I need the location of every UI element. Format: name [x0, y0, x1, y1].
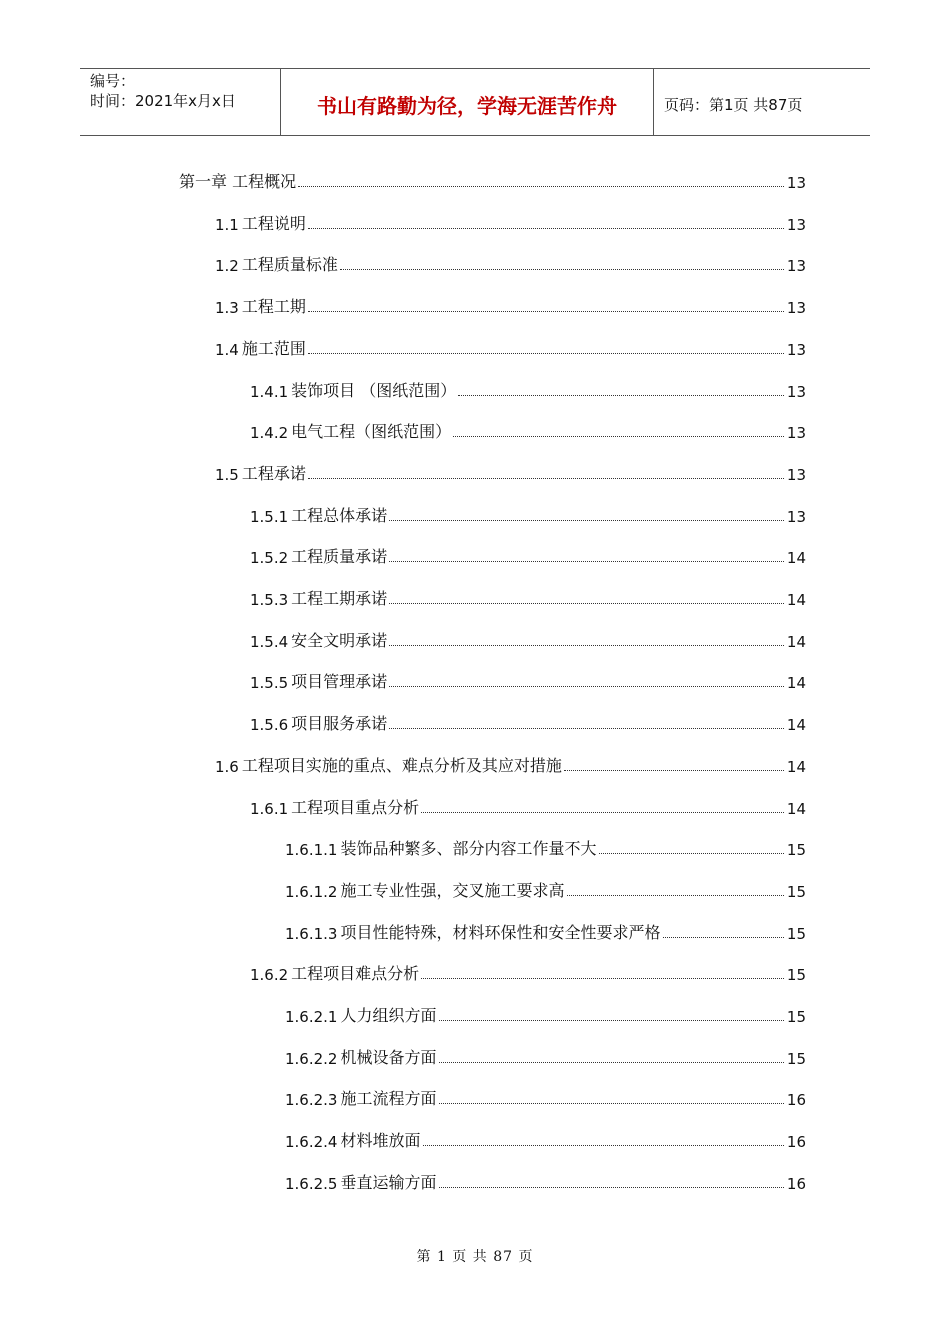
page-footer: 第 1 页 共 87 页: [416, 1249, 534, 1265]
toc-entry-page-number: 13: [786, 174, 806, 192]
toc-dot-leader: [298, 186, 784, 187]
toc-entry-page-number: 14: [786, 591, 806, 609]
toc-entry[interactable]: [285, 833, 806, 859]
toc-dot-leader: [389, 728, 784, 729]
toc-entry-title: 材料堆放面: [340, 1131, 421, 1150]
toc-entry-page-number: 14: [786, 800, 806, 818]
toc-entry-page-number: 15: [786, 1050, 806, 1068]
toc-dot-leader: [439, 1103, 784, 1104]
toc-entry-title: 工程项目实施的重点、难点分析及其应对措施: [241, 756, 562, 775]
toc-entry-page-number: 14: [786, 633, 806, 651]
toc-entry-page-number: 16: [786, 1091, 806, 1109]
toc-entry-title: 工程总体承诺: [291, 506, 388, 525]
toc-entry-title: 施工专业性强，交叉施工要求高: [340, 881, 565, 900]
toc-entry-page-number: 13: [786, 341, 806, 359]
toc-entry[interactable]: [285, 917, 806, 943]
toc-entry-number: 1.6.2.5: [285, 1175, 338, 1193]
toc-entry-page-number: 13: [786, 466, 806, 484]
toc-dot-leader: [439, 1187, 784, 1188]
toc-dot-leader: [421, 978, 784, 979]
toc-entry-title: 工程承诺: [241, 464, 306, 483]
toc-dot-leader: [389, 520, 784, 521]
toc-entry-number: 1.4.2: [250, 424, 289, 442]
toc-entry[interactable]: [250, 792, 806, 818]
toc-entry-title: 工程说明: [241, 214, 306, 233]
toc-entry-number: 1.6.2: [250, 966, 289, 984]
toc-entry-number: 1.5.1: [250, 508, 289, 526]
toc-dot-leader: [308, 478, 784, 479]
toc-dot-leader: [389, 561, 784, 562]
toc-entry-number: 1.6.1.2: [285, 883, 338, 901]
toc-entry[interactable]: [285, 1083, 806, 1109]
toc-entry-number: 1.3: [215, 299, 239, 317]
toc-entry-number: 1.6.2.3: [285, 1091, 338, 1109]
toc-entry-page-number: 15: [786, 925, 806, 943]
document-number-label: 编号：: [90, 72, 136, 90]
toc-entry-page-number: 15: [786, 1008, 806, 1026]
toc-entry[interactable]: [285, 1167, 806, 1193]
toc-dot-leader: [458, 395, 784, 396]
toc-entry-number: 1.6.2.1: [285, 1008, 338, 1026]
toc-entry-title: 人力组织方面: [340, 1006, 437, 1025]
toc-entry-page-number: 14: [786, 674, 806, 692]
toc-entry[interactable]: [250, 625, 806, 651]
toc-entry-page-number: 15: [786, 966, 806, 984]
toc-entry-page-number: 13: [786, 216, 806, 234]
toc-entry[interactable]: [285, 1000, 806, 1026]
toc-entry-title: 工程项目难点分析: [291, 964, 420, 983]
toc-dot-leader: [421, 812, 784, 813]
toc-entry-title: 项目管理承诺: [291, 672, 388, 691]
toc-entry-title: 项目服务承诺: [291, 714, 388, 733]
toc-entry-title: 工程质量承诺: [291, 547, 388, 566]
toc-entry-page-number: 15: [786, 883, 806, 901]
toc-entry[interactable]: [215, 333, 806, 359]
toc-entry-title: 工程质量标准: [241, 255, 338, 274]
toc-dot-leader: [308, 228, 784, 229]
toc-entry-title: 项目性能特殊，材料环保性和安全性要求严格: [340, 923, 661, 942]
toc-dot-leader: [599, 853, 784, 854]
toc-entry-number: 1.5.2: [250, 549, 289, 567]
toc-entry-title: 工程项目重点分析: [291, 798, 420, 817]
toc-entry-number: 1.2: [215, 257, 239, 275]
toc-entry[interactable]: [179, 166, 806, 192]
toc-entry-title: 垂直运输方面: [340, 1173, 437, 1192]
toc-entry-page-number: 16: [786, 1175, 806, 1193]
toc-entry[interactable]: [250, 583, 806, 609]
toc-dot-leader: [663, 937, 784, 938]
toc-entry[interactable]: [250, 958, 806, 984]
toc-entry[interactable]: [215, 208, 806, 234]
toc-entry-page-number: 14: [786, 758, 806, 776]
toc-entry[interactable]: [250, 541, 806, 567]
toc-entry-page-number: 16: [786, 1133, 806, 1151]
toc-entry-title: 机械设备方面: [340, 1048, 437, 1067]
toc-entry[interactable]: [250, 500, 806, 526]
toc-entry-page-number: 13: [786, 508, 806, 526]
toc-entry[interactable]: [250, 416, 806, 442]
toc-entry-number: 1.5.4: [250, 633, 289, 651]
toc-entry-title: 安全文明承诺: [291, 631, 388, 650]
toc-entry-number: 1.6.1.1: [285, 841, 338, 859]
toc-entry-page-number: 13: [786, 424, 806, 442]
toc-entry-number: 1.5.6: [250, 716, 289, 734]
toc-entry[interactable]: [250, 708, 806, 734]
toc-dot-leader: [389, 686, 784, 687]
toc-entry-number: 1.4.1: [250, 383, 289, 401]
toc-entry-number: 1.6.1.3: [285, 925, 338, 943]
toc-entry-number: 1.6.2.2: [285, 1050, 338, 1068]
toc-entry-number: 1.6.2.4: [285, 1133, 338, 1151]
toc-dot-leader: [564, 770, 784, 771]
toc-dot-leader: [453, 436, 784, 437]
toc-entry[interactable]: [215, 249, 806, 275]
header-meta: [80, 69, 281, 135]
toc-entry-title: 工程工期: [241, 297, 306, 316]
toc-dot-leader: [389, 645, 784, 646]
toc-entry-number: 1.6.1: [250, 800, 289, 818]
toc-entry-title: 施工范围: [241, 339, 306, 358]
toc-entry[interactable]: [285, 875, 806, 901]
toc-entry[interactable]: [215, 750, 806, 776]
toc-entry[interactable]: [285, 1042, 806, 1068]
toc-entry-page-number: 14: [786, 549, 806, 567]
page-header: [80, 68, 870, 136]
toc-dot-leader: [439, 1020, 784, 1021]
toc-entry-title: 装饰品种繁多、部分内容工作量不大: [340, 839, 597, 858]
toc-entry-title: 工程工期承诺: [291, 589, 388, 608]
toc-entry-number: 1.5: [215, 466, 239, 484]
toc-entry[interactable]: [250, 375, 806, 401]
toc-entry-page-number: 13: [786, 257, 806, 275]
toc-entry-title: 装饰项目 （图纸范围）: [291, 381, 457, 400]
toc-entry-page-number: 15: [786, 841, 806, 859]
toc-entry[interactable]: [285, 1125, 806, 1151]
toc-entry[interactable]: [215, 458, 806, 484]
toc-dot-leader: [423, 1145, 784, 1146]
toc-entry-page-number: 13: [786, 383, 806, 401]
toc-entry-number: 1.5.3: [250, 591, 289, 609]
toc-dot-leader: [340, 269, 784, 270]
toc-dot-leader: [439, 1062, 784, 1063]
toc-entry-page-number: 13: [786, 299, 806, 317]
toc-dot-leader: [308, 311, 784, 312]
toc-entry-number: 1.4: [215, 341, 239, 359]
toc-entry[interactable]: [250, 666, 806, 692]
header-page-label: 页码：第1页 共87页: [664, 95, 803, 114]
toc-entry-title: 施工流程方面: [340, 1089, 437, 1108]
toc-entry-title: 电气工程（图纸范围）: [291, 422, 452, 441]
toc-dot-leader: [567, 895, 784, 896]
toc-entry-page-number: 14: [786, 716, 806, 734]
document-time-label: 时间：2021年x月x日: [90, 92, 236, 110]
toc-entry-number: 1.1: [215, 216, 239, 234]
toc-dot-leader: [308, 353, 784, 354]
header-motto: 书山有路勤为径，学海无涯苦作舟: [281, 69, 654, 135]
toc-entry[interactable]: [215, 291, 806, 317]
toc-dot-leader: [389, 603, 784, 604]
toc-entry-number: 1.6: [215, 758, 239, 776]
toc-entry-title: 第一章 工程概况: [179, 172, 297, 191]
toc-entry-number: 1.5.5: [250, 674, 289, 692]
